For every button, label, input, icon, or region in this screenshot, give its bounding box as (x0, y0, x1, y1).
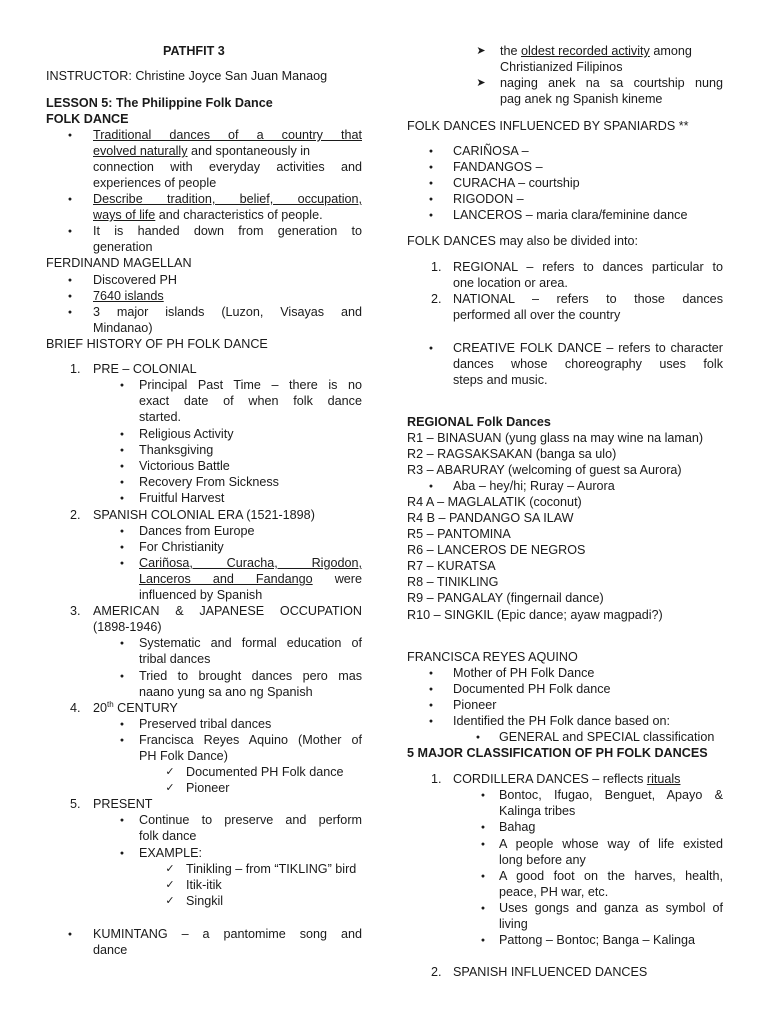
list-item: Pioneer (186, 781, 230, 795)
bullet-icon (424, 207, 438, 226)
bullet-icon (63, 191, 77, 210)
list-item: Dances from Europe (139, 524, 255, 538)
bullet-icon (476, 932, 490, 951)
list-item: performed all over the country (453, 308, 621, 322)
list-item: SPANISH INFLUENCED DANCES (453, 965, 648, 979)
list-item: Traditional dances of a country that (93, 128, 362, 142)
list-item: Lanceros and Fandango were (139, 572, 363, 586)
list-item: Describe tradition, belief, occupation, (93, 192, 362, 206)
regional-heading: REGIONAL Folk Dances (407, 415, 551, 429)
list-item: CURACHA – courtship (453, 176, 580, 190)
list-item: Mindanao) (93, 321, 153, 335)
checkmark-icon: ✓ (165, 879, 175, 891)
list-item: FANDANGOS – (453, 160, 543, 174)
list-item: Kalinga tribes (499, 804, 576, 818)
bullet-icon (63, 304, 77, 323)
list-item: Religious Activity (139, 427, 234, 441)
list-item: (1898-1946) (93, 620, 162, 634)
list-item: the oldest recorded activity among (500, 44, 692, 58)
list-item: Tried to brought dances pero mas (139, 669, 362, 683)
list-item: dances whose choreography uses folk (453, 357, 723, 371)
list-item: Cariñosa, Curacha, Rigodon, (139, 556, 362, 570)
list-number: 2. (431, 292, 442, 306)
list-item: ways of life and characteristics of people. (93, 208, 323, 222)
list-item: Fruitful Harvest (139, 491, 225, 505)
list-item: pag anek ng Spanish kineme (500, 92, 663, 106)
list-item: RIGODON – (453, 192, 524, 206)
list-item: evolved naturally and spontaneously in (93, 144, 311, 158)
bullet-icon (115, 668, 129, 687)
list-item: CARIÑOSA – (453, 144, 529, 158)
arrow-bullet-icon: ➤ (476, 77, 486, 89)
checkmark-icon: ✓ (165, 766, 175, 778)
list-item: living (499, 917, 528, 931)
major-heading: 5 MAJOR CLASSIFICATION OF PH FOLK DANCES (407, 746, 708, 760)
divided-heading: FOLK DANCES may also be divided into: (407, 234, 638, 248)
instructor-line: INSTRUCTOR: Christine Joyce San Juan Manaog (46, 69, 328, 83)
list-item: R5 – PANTOMINA (407, 527, 511, 541)
bullet-icon (63, 127, 77, 146)
arrow-bullet-icon: ➤ (476, 45, 486, 57)
list-item: R7 – KURATSA (407, 559, 496, 573)
list-item: folk dance (139, 829, 197, 843)
list-number: 1. (70, 362, 81, 376)
brief-history-heading: BRIEF HISTORY OF PH FOLK DANCE (46, 337, 268, 351)
list-item: Principal Past Time – there is no (139, 378, 362, 392)
list-item: influenced by Spanish (139, 588, 263, 602)
bullet-icon (115, 635, 129, 654)
bullet-icon (115, 845, 129, 864)
list-item: Pattong – Bontoc; Banga – Kalinga (499, 933, 696, 947)
list-item: For Christianity (139, 540, 224, 554)
list-item: Bontoc, Ifugao, Benguet, Apayo & (499, 788, 723, 802)
list-item: Mother of PH Folk Dance (453, 666, 595, 680)
list-item: Systematic and formal education of (139, 636, 362, 650)
list-item: generation (93, 240, 153, 254)
bullet-icon (424, 713, 438, 732)
checkmark-icon: ✓ (165, 863, 175, 875)
list-item: tribal dances (139, 652, 211, 666)
doc-title: PATHFIT 3 (163, 44, 225, 58)
list-item: Bahag (499, 820, 536, 834)
list-number: 5. (70, 797, 81, 811)
list-item: R4 A – MAGLALATIK (coconut) (407, 495, 582, 509)
folk-dance-heading: FOLK DANCE (46, 112, 129, 126)
list-item: A people whose way of life existed (499, 837, 723, 851)
bullet-icon (424, 340, 438, 359)
list-item: R8 – TINIKLING (407, 575, 499, 589)
list-number: 1. (431, 260, 442, 274)
list-item: Tinikling – from “TIKLING” bird (186, 862, 357, 876)
list-item: peace, PH war, etc. (499, 885, 609, 899)
list-item: R9 – PANGALAY (fingernail dance) (407, 591, 604, 605)
bullet-icon (115, 812, 129, 831)
list-item: AMERICAN & JAPANESE OCCUPATION (93, 604, 362, 618)
list-item: REGIONAL – refers to dances particular to (453, 260, 723, 274)
bullet-icon (476, 787, 490, 806)
list-item: 20th CENTURY (93, 699, 178, 715)
spaniards-heading: FOLK DANCES INFLUENCED BY SPANIARDS ** (407, 119, 689, 133)
list-item: A good foot on the harves, health, (499, 869, 723, 883)
list-item: long before any (499, 853, 586, 867)
magellan-heading: FERDINAND MAGELLAN (46, 256, 192, 270)
list-item: R4 B – PANDANGO SA ILAW (407, 511, 574, 525)
list-item: GENERAL and SPECIAL classification (499, 730, 715, 744)
list-item: Preserved tribal dances (139, 717, 272, 731)
list-item: Documented PH Folk dance (453, 682, 611, 696)
list-number: 2. (70, 508, 81, 522)
list-number: 4. (70, 701, 81, 715)
list-item: Aba – hey/hi; Ruray – Aurora (453, 479, 615, 493)
list-item: R10 – SINGKIL (Epic dance; ayaw magpadi?) (407, 608, 663, 622)
kumintang-item: dance (93, 943, 128, 957)
list-item: exact date of when folk dance (139, 394, 362, 408)
bullet-icon (115, 377, 129, 396)
list-number: 2. (431, 965, 442, 979)
list-item: R1 – BINASUAN (yung glass na may wine na laman) (407, 431, 704, 445)
list-item: Pioneer (453, 698, 497, 712)
list-item: R3 – ABARURAY (welcoming of guest sa Aurora) (407, 463, 682, 477)
lesson-title: LESSON 5: The Philippine Folk Dance (46, 96, 273, 110)
list-item: PH Folk Dance) (139, 749, 228, 763)
list-item: It is handed down from generation to (93, 224, 362, 238)
bullet-icon (63, 223, 77, 242)
bullet-icon (476, 868, 490, 887)
list-number: 1. (431, 772, 442, 786)
list-item: naano yung sa ano ng Spanish (139, 685, 313, 699)
list-item: SPANISH COLONIAL ERA (1521-1898) (93, 508, 315, 522)
list-item: connection with everyday activities and (93, 160, 362, 174)
bullet-icon (115, 555, 129, 574)
list-number: 3. (70, 604, 81, 618)
list-item: R6 – LANCEROS DE NEGROS (407, 543, 586, 557)
bullet-icon (115, 732, 129, 751)
list-item: Singkil (186, 894, 224, 908)
bullet-icon (476, 900, 490, 919)
list-item: PRE – COLONIAL (93, 362, 197, 376)
list-item: Recovery From Sickness (139, 475, 279, 489)
list-item: Identified the PH Folk dance based on: (453, 714, 671, 728)
list-item: Christianized Filipinos (500, 60, 623, 74)
list-item: steps and music. (453, 373, 548, 387)
kumintang-item: KUMINTANG – a pantomime song and (93, 927, 362, 941)
fra-heading: FRANCISCA REYES AQUINO (407, 650, 578, 664)
list-item: Documented PH Folk dance (186, 765, 344, 779)
list-item: started. (139, 410, 181, 424)
list-item: Discovered PH (93, 273, 177, 287)
list-item: EXAMPLE: (139, 846, 202, 860)
list-item: R2 – RAGSAKSAKAN (banga sa ulo) (407, 447, 617, 461)
list-item: Itik-itik (186, 878, 222, 892)
list-item: Victorious Battle (139, 459, 230, 473)
bullet-icon (476, 836, 490, 855)
list-item: NATIONAL – refers to those dances (453, 292, 723, 306)
list-item: Thanksgiving (139, 443, 214, 457)
list-item: CREATIVE FOLK DANCE – refers to character (453, 341, 723, 355)
list-item: CORDILLERA DANCES – reflects rituals (453, 772, 681, 786)
list-item: 3 major islands (Luzon, Visayas and (93, 305, 362, 319)
bullet-icon (63, 926, 77, 945)
checkmark-icon: ✓ (165, 782, 175, 794)
list-item: one location or area. (453, 276, 568, 290)
list-item: naging anek na sa courtship nung (500, 76, 723, 90)
list-item: LANCEROS – maria clara/feminine dance (453, 208, 688, 222)
list-item: experiences of people (93, 176, 217, 190)
list-item: Continue to preserve and perform (139, 813, 362, 827)
list-item: PRESENT (93, 797, 153, 811)
list-item: Uses gongs and ganza as symbol of (499, 901, 723, 915)
list-item: Francisca Reyes Aquino (Mother of (139, 733, 362, 747)
list-item: 7640 islands (93, 289, 164, 303)
checkmark-icon: ✓ (165, 895, 175, 907)
